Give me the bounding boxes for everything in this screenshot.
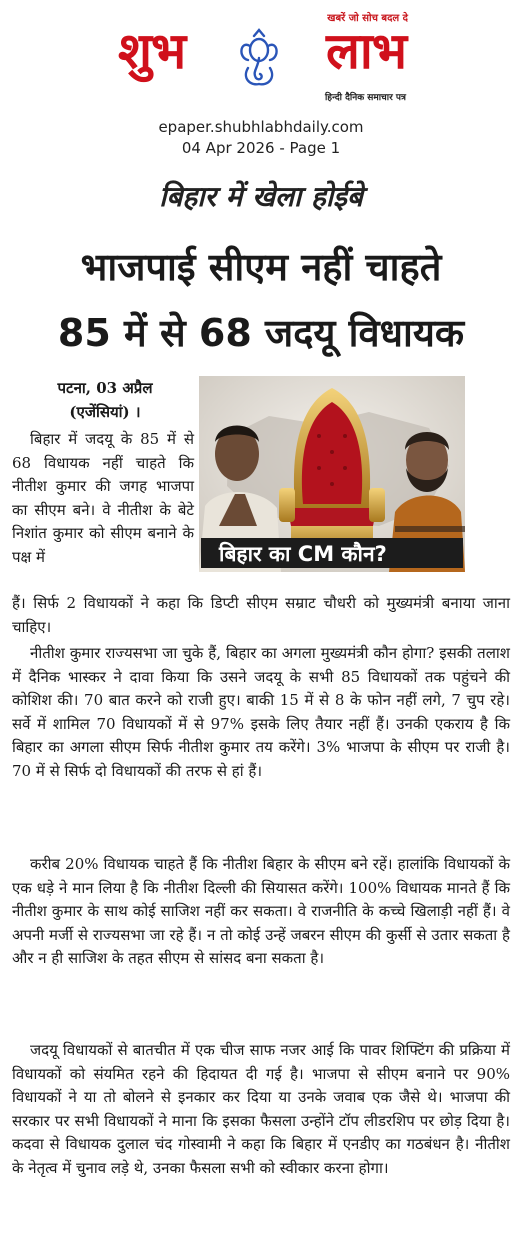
dateline-place: पटना, 03 अप्रैल: [57, 379, 153, 397]
paragraph-1-narrow: बिहार में जदयू के 85 में से 68 विधायक नहीं चाहते कि नीतीश कुमार की जगह भाजपा का सीएम बने। वे नीतीश के बेटे निशांत कुमार को सीएम बनाने के पक्ष में: [12, 430, 194, 566]
paragraph-3: करीब 20% विधायक चाहते हैं कि नीतीश बिहार के सीएम बने रहें। हालांकि विधायकों के एक धड़े ने मान लिया है कि नीतीश दिल्ली की सियासत करेंगे। 100% विधायक मानते हैं कि नीतीश कुमार के साथ कोई साजिश नहीं कर सकता। वे राजनीति के कच्चे खिलाड़ी नहीं हैं। वे अपनी मर्जी से राज्यसभा जा रहे हैं। न तो कोई उन्हें जबरन सीएम की कुर्सी से उतार सकता है और न ही साजिश के तहत सीएम से सांसद बना सकता है।: [12, 855, 510, 967]
masthead: [112, 6, 410, 110]
issue-date-page: 04 Apr 2026 - Page 1: [181, 139, 341, 157]
masthead-tagline: खबरें जो सोच बदल दे: [327, 13, 408, 24]
headline-line-1: भाजपाई सीएम नहीं चाहते: [80, 245, 442, 289]
dateline-agency: (एजेंसियां) ।: [69, 403, 141, 421]
paragraph-4: जदयू विधायकों से बातचीत में एक चीज साफ नजर आई कि पावर शिफ्टिंग की प्रक्रिया में विधायकों को संयमित रहने की हिदायत दी गई है। भाजपा से सीएम बनाने पर 90% विधायकों ने या तो बोलने से इनकार कर दिया या उनके जवाब एक जैसे थे। भाजपा की सरकार पर सभी विधायकों ने माना कि इसका फैसला उन्होंने टॉप लीडरशिप पर छोड़ दिया है। कदवा से विधायक दुलाल चंद गोस्वामी ने कहा कि बिहार में एनडीए का गठबंधन है। नीतीश के नेतृत्व में चुनाव लड़े थे, उनका फैसला सभी को स्वीकार करना होगा।: [12, 1041, 510, 1177]
headline-line-2: 85 में से 68 जदयू विधायक: [57, 311, 465, 355]
logo-word-right: लाभ: [326, 22, 406, 80]
image-caption: बिहार का CM कौन?: [219, 542, 387, 566]
ganesh-logo-icon: [234, 28, 284, 88]
article-photo: [199, 376, 465, 572]
article-kicker: बिहार में खेला होईबे: [159, 180, 363, 213]
logo-word-left: शुभ: [118, 22, 186, 80]
paragraph-1-full: हैं। सिर्फ 2 विधायकों ने कहा कि डिप्टी सीएम सम्राट चौधरी को मुख्यमंत्री बनाया जाना चाहिए।: [12, 594, 510, 636]
masthead-subtitle: हिन्दी दैनिक समाचार पत्र: [324, 93, 406, 103]
epaper-url[interactable]: epaper.shubhlabhdaily.com: [158, 118, 364, 136]
paragraph-2: नीतीश कुमार राज्यसभा जा चुके हैं, बिहार का अगला मुख्यमंत्री कौन होगा? इसकी तलाश में दैनिक भास्कर ने दावा किया कि उसने जदयू के सभी 85 विधायकों तक पहुंचने की कोशिश की। 70 बात करने को राजी हुए। बाकी 15 में से 8 के फोन नहीं लगे, 7 चुप रहे। सर्वे में शामिल 70 विधायकों में से 97% इसके लिए तैयार नहीं हैं। उनकी एकराय है कि बिहार का अगला सीएम सिर्फ नीतीश कुमार तय करेंगे। 3% भाजपा के सीएम पर राजी है। 70 में से सिर्फ दो विधायकों की तरफ से हां हैं।: [12, 644, 510, 780]
